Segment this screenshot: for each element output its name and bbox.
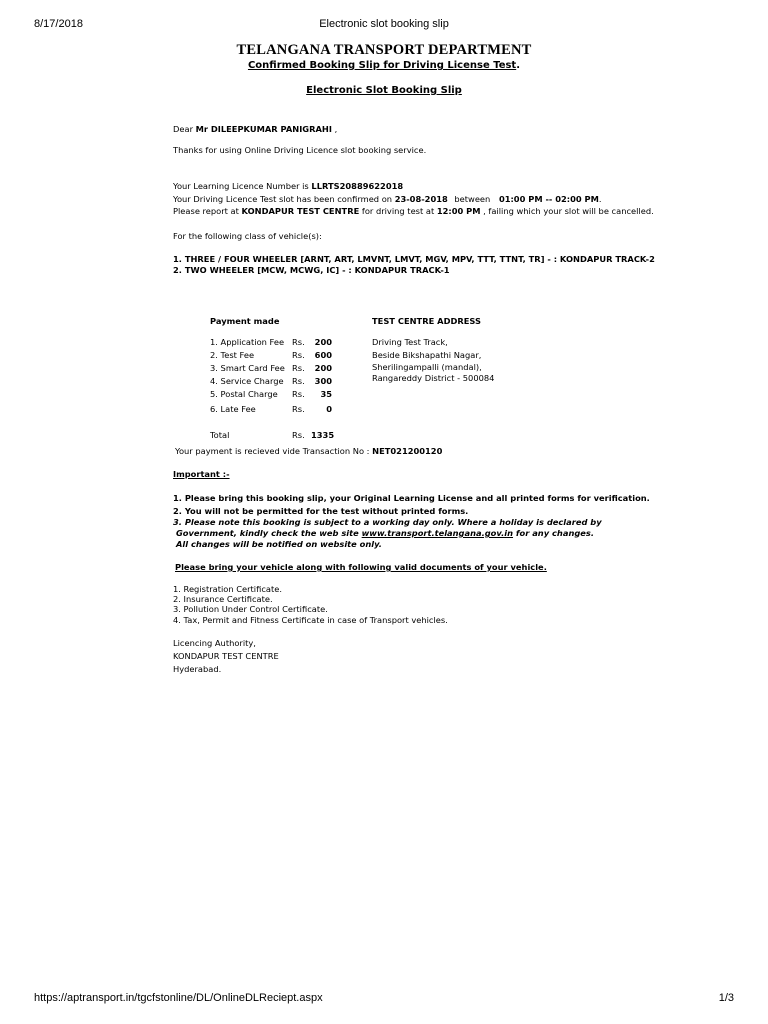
report-time: 12:00 PM (436, 206, 481, 216)
slip-subtitle-dot: . (516, 60, 521, 71)
address-line-2: Beside Bikshapathi Nagar, (372, 350, 482, 360)
important-point-3-line-2 (176, 528, 594, 539)
name-suffix: , (334, 124, 338, 134)
fee-label-2: 2. Test Fee (210, 350, 255, 360)
total-amount: 1335 (311, 430, 335, 440)
payment-heading: Payment made (210, 316, 280, 326)
applicant-name: Mr DILEEPKUMAR PANIGRAHI (195, 124, 332, 134)
document-item-1: 1. Registration Certificate. (173, 584, 282, 594)
address-line-3: Sherilingampalli (mandal), (372, 362, 482, 372)
slip-heading (0, 85, 768, 96)
important-point-3-prefix: Government, kindly check the web site (176, 528, 359, 538)
important-point-2: 2. You will not be permitted for the test without printed forms. (173, 506, 469, 516)
fee-label-4: 4. Service Charge (210, 376, 284, 386)
print-page-title: Electronic slot booking slip (319, 18, 449, 30)
important-heading-text: Important :- (173, 469, 230, 479)
fee-currency-2: Rs. (292, 350, 305, 360)
report-line (173, 206, 654, 217)
signature-line-1: Licencing Authority, (173, 638, 256, 648)
fee-currency-3: Rs. (292, 363, 305, 373)
between-label: between (454, 194, 491, 204)
fee-label-1: 1. Application Fee (210, 337, 285, 347)
important-point-3-suffix: for any changes. (515, 528, 595, 538)
fee-label-3: 3. Smart Card Fee (210, 363, 285, 373)
confirm-date: 23-08-2018 (394, 194, 448, 204)
department-title: TELANGANA TRANSPORT DEPARTMENT (236, 42, 532, 58)
report-centre: KONDAPUR TEST CENTRE (241, 206, 360, 216)
address-line-1: Driving Test Track, (372, 337, 448, 347)
documents-heading (175, 562, 547, 573)
fee-label-6: 6. Late Fee (210, 404, 256, 414)
fee-amount-6: 0 (326, 404, 332, 414)
document-item-3: 3. Pollution Under Control Certificate. (173, 604, 328, 614)
vehicle-class-1: 1. THREE / FOUR WHEELER [ARNT, ART, LMVNT, LMVT, MGV, MPV, TTT, TTNT, TR] - : KONDAPUR TRACK-2 (173, 254, 655, 264)
address-heading: TEST CENTRE ADDRESS (372, 316, 481, 326)
thanks-text: Thanks for using Online Driving Licence slot booking service. (173, 145, 427, 155)
confirm-line: Your Driving Licence Test slot has been confirmed on 23-08-2018 between 01:00 PM -- 02:00 PM. (173, 194, 602, 204)
fee-currency-4: Rs. (292, 376, 305, 386)
print-url: https://aptransport.in/tgcfstonline/DL/OnlineDLReciept.aspx (34, 992, 323, 1004)
print-page-number: 1/3 (718, 992, 734, 1004)
confirm-prefix: Your Driving Licence Test slot has been confirmed on (173, 194, 393, 204)
dear-label: Dear (173, 124, 193, 134)
fee-label-5: 5. Postal Charge (210, 389, 278, 399)
slip-subtitle-text: Confirmed Booking Slip for Driving License Test (247, 60, 517, 71)
report-prefix: Please report at (173, 206, 239, 216)
ll-number-line (173, 181, 403, 192)
fee-currency-1: Rs. (292, 337, 305, 347)
ll-number: LLRTS20889622018 (311, 181, 404, 191)
fee-amount-3: 200 (314, 363, 332, 373)
time-slot: 01:00 PM -- 02:00 PM (498, 194, 599, 204)
document-item-4: 4. Tax, Permit and Fitness Certificate in case of Transport vehicles. (173, 615, 448, 625)
fee-amount-2: 600 (314, 350, 332, 360)
ll-prefix: Your Learning Licence Number is (173, 181, 309, 191)
transaction-line (175, 446, 442, 457)
fee-amount-4: 300 (314, 376, 332, 386)
total-currency: Rs. (292, 430, 305, 440)
fee-currency-6: Rs. (292, 404, 305, 414)
address-line-4: Rangareddy District - 500084 (372, 373, 495, 383)
fee-amount-1: 200 (314, 337, 332, 347)
greeting (173, 124, 337, 135)
transaction-number: NET021200120 (372, 446, 443, 456)
important-heading (173, 469, 230, 480)
signature-line-2: KONDAPUR TEST CENTRE (173, 651, 279, 661)
slip-subtitle (0, 60, 768, 71)
signature-line-3: Hyderabad. (173, 664, 222, 674)
fee-amount-5: 35 (320, 389, 332, 399)
important-point-3-line-3: All changes will be notified on website only. (176, 539, 382, 549)
vehicle-intro: For the following class of vehicle(s): (173, 231, 322, 241)
total-label: Total (210, 430, 230, 440)
vehicle-class-2: 2. TWO WHEELER [MCW, MCWG, IC] - : KONDAPUR TRACK-1 (173, 265, 450, 275)
transaction-prefix: Your payment is recieved vide Transaction No : (175, 446, 370, 456)
report-mid: for driving test at (361, 206, 435, 216)
slip-heading-text: Electronic Slot Booking Slip (306, 85, 462, 96)
print-date: 8/17/2018 (34, 18, 83, 30)
document-item-2: 2. Insurance Certificate. (173, 594, 273, 604)
website-link[interactable]: www.transport.telangana.gov.in (361, 528, 514, 538)
documents-heading-text: Please bring your vehicle along with following valid documents of your vehicle. (175, 562, 547, 572)
fee-currency-5: Rs. (292, 389, 305, 399)
important-point-1: 1. Please bring this booking slip, your Original Learning License and all printed forms for verification. (173, 493, 650, 503)
important-point-3-line-1: 3. Please note this booking is subject to a working day only. Where a holiday is declared by (173, 517, 602, 527)
report-suffix: , failing which your slot will be cancelled. (483, 206, 654, 216)
